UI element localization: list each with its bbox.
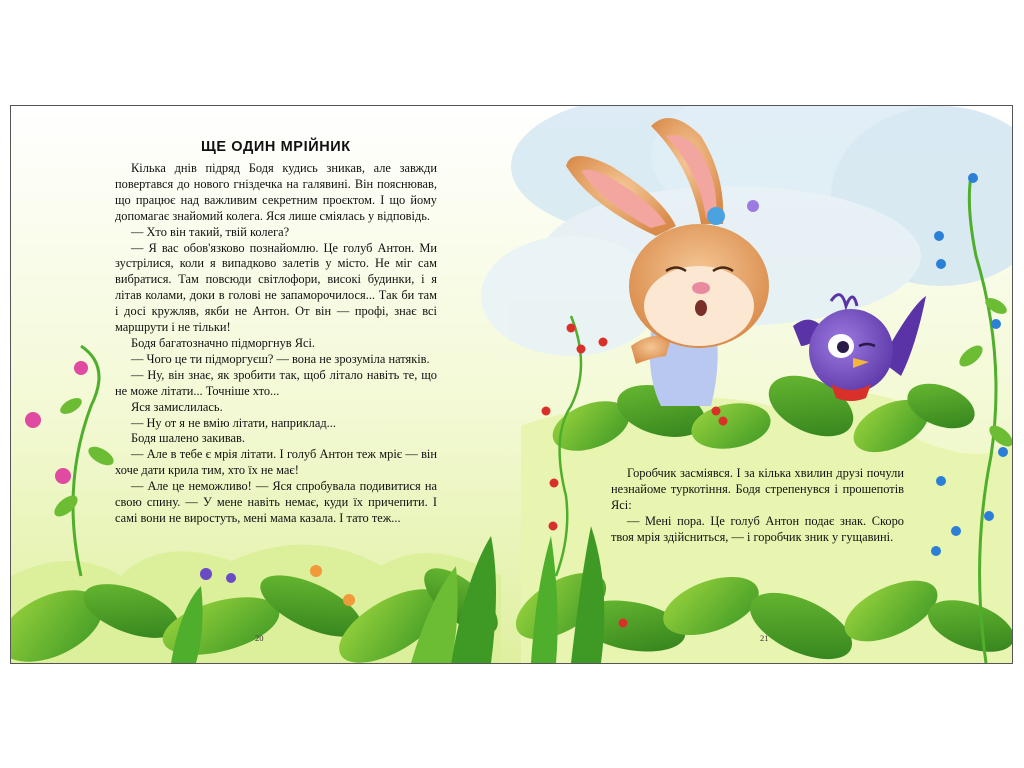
paragraph: Бодя шалено закивав. (131, 431, 245, 446)
right-page-text (611, 466, 904, 546)
paragraph: Кілька днів підряд Бодя кудись зникав, але завжди повертався до нового гніздечка на галявині. Він пояснював, що працює над важливим секретним проєктом. І що йому допомагає знайомий колега. Яся лише сміялась у відповідь. (115, 161, 437, 223)
paragraph: Бодя багатозначно підморгнув Ясі. (131, 335, 316, 350)
left-page-text (115, 161, 437, 527)
paragraph: — Ну, він знає, як зробити так, щоб літало навіть те, що не може літати... Точніше хто... (115, 367, 437, 398)
paragraph: Горобчик засміявся. І за кілька хвилин друзі почули незнайоме туркотіння. Бодя стрепенувся і прошепотів Ясі: (611, 466, 904, 512)
paragraph: — Хто він такий, твій колега? (131, 224, 290, 239)
paragraph: — Але в тебе є мрія літати. І голуб Антон теж мріє — він хоче дати крила тим, хто їх не має! (115, 447, 437, 478)
paragraph: — Чого це ти підморгуєш? — вона не зрозуміла натяків. (131, 351, 430, 366)
paragraph: Яся замислилась. (131, 399, 223, 414)
paragraph: — Ну от я не вмію літати, наприклад... (131, 415, 336, 430)
book-spread (10, 105, 1013, 664)
paragraph: — Я вас обов'язково познайомлю. Це голуб Антон. Ми зустрілися, коли я випадково залетів у місто. Не міг сам вибратися. Там повсюди світлофори, високі будинки, і я літав колами, доки в голові не запаморочилося... Так би там і досі кружляв, якби не Антон. От він — профі, знає всі маршрути і не тільки! (115, 240, 437, 335)
paragraph: — Але це неможливо! — Яся спробувала подивитися на свою спину. — У мене навіть немає, куди їх причепити. І самі вони не виростуть, мені мама казала. І тато теж... (115, 479, 437, 525)
paragraph: — Мені пора. Це голуб Антон подає знак. Скоро твоя мрія здійсниться, — і горобчик зник у гущавині. (611, 513, 904, 544)
chapter-title: ЩЕ ОДИН МРІЙНИК (201, 139, 351, 155)
page-number-right: 21 (760, 633, 769, 643)
page-number-left: 20 (255, 633, 264, 643)
